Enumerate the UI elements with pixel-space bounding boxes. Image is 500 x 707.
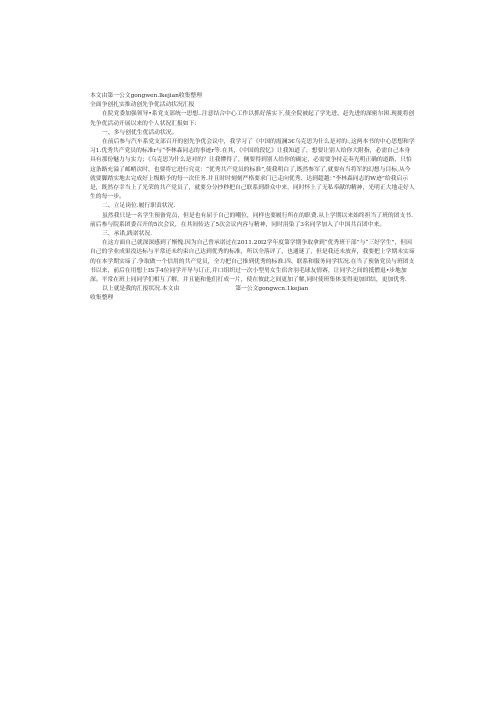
document-title: 全面争创扎实推动创先争优活动状况汇报 (90, 102, 195, 109)
closing-line (90, 285, 415, 294)
closing-source: 第一公文gongwcn.1kejian (235, 286, 309, 293)
section-2-heading: 二、立足岗位.履行职责状况. (102, 203, 176, 210)
source-attribution: 本文由第一公文gongwen.lkejian收集整理 (90, 93, 203, 99)
document-page (90, 92, 415, 304)
section-3-body: 在这方面自己就深深感到了惭愧.因为自己曾承诺过在2011.20l2学年度第学期争取拿到“优秀班干部”与“三好学生”，但因自己的学业成果没达标与平常还未约束自己达到优秀的标准，所以全落评了，也通谜了，但是我还未放弃，我要把上学期未实谛的在本学期实谛了.争取做一个信用的共产党员，全力把自己推到优秀的标准.四、联系和服务同学状况.在当了预备党员与班团支书以来，前后在用想上IS手4位同学开导与订正,并口组织过一次小型男女生宿舍羽毛球友情赛，让同学之间的抵僧退•步地加深。平常在班上同同学们相互了解，并且能和他们打成一片，使在彼此之间更加了解,同时使班集体变得更加团结，更加优秀. (90, 240, 415, 284)
section-1-body: 在前后参与汽车系党支部召开的创先争优会议中，我学习了《中国的霞澜3€乌克思为什么是对的:,这两本书的中心思想和学习1.优秀共产党员的标准r与“李林森同志的事迹r等.在其，《中国的段忆》让我知道了，想要让别人给你大附指，必需自己本身具有那份魅力与实力；《乌克思为什么是对的？让我懂得了，侧要得到别人给你的确定，必需要争持走奏光明正确的道路，只怕这条路充溢了邮峭次时，也要将它进行究竟：“优秀共产党员的标准”,使我明白了,既然参军了,就要有当将军的幻想与目标,从今就要脚踏实地去完成好上级略予的每一次任务.并且时时刻刻严格要求门已走向优秀、达到超越：”李林森同志的W迹”给我启示是，既然存幸当上了光荣的共产党员了，就要分分抄秒把自己联系到群众中来，同时怀上了无私奉献的精神，光明正大地走好人生的每一步。 (90, 139, 415, 201)
intro-paragraph: 在院党委加强领导•系党支部统一思想..注意结合中心工作以抓好落实下,使全院被起了学先进、赶先进的深密尔困.现拢将创先争优活动开展以来的个人状况汇报如下: (90, 111, 415, 127)
closing-tail: 收集整理 (90, 295, 114, 302)
section-1-heading: 一、多与创优生优活动状况。 (102, 129, 178, 136)
closing-prefix: 以上就是我的汇报状况.本文由 (102, 286, 180, 293)
section-2-body: 虽然我只是一名学生预备党员，但是也有屈于自己的嘲位，同样也要履行所在的职费.从上学期以来始终担当了班的团支书.前后参与院系团委召开的5次会议，在其间传达了5次会议内容与精神，同时涓染了3名同学加入了中国共百团中来。 (90, 212, 413, 228)
section-3-heading: 三、承诺,践诺状况. (102, 231, 153, 238)
